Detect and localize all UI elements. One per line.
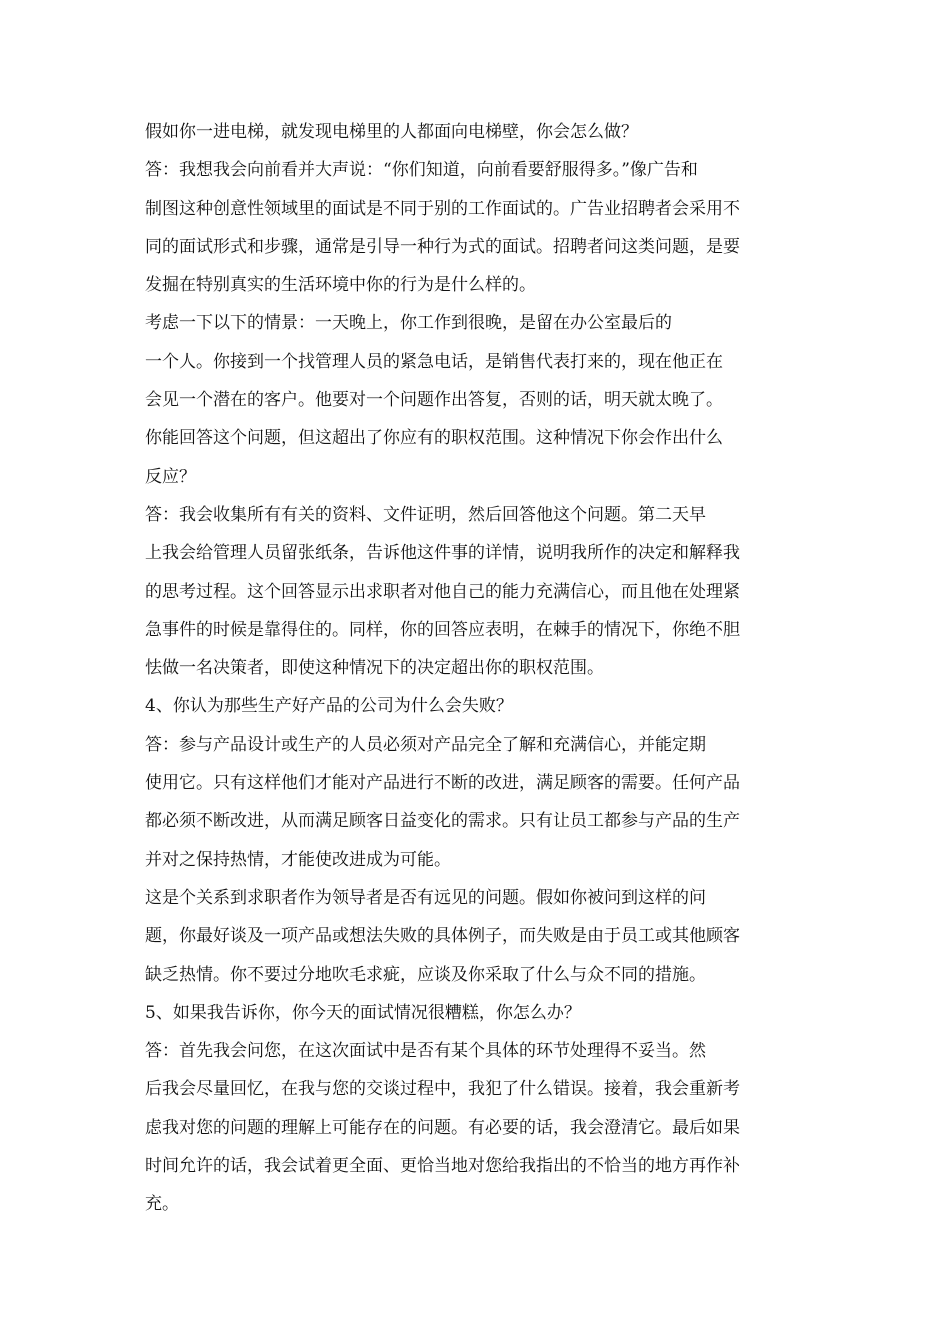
text-line: 你能回答这个问题，但这超出了你应有的职权范围。这种情况下你会作出什么: [145, 428, 723, 449]
text-line: 假如你一进电梯，就发现电梯里的人都面向电梯壁，你会怎么做？: [145, 122, 638, 142]
text-line: 答：参与产品设计或生产的人员必须对产品完全了解和充满信心，并能定期: [145, 734, 706, 755]
text-line: 并对之保持热情，才能使改进成为可能。: [145, 849, 451, 870]
document-page: [145, 113, 815, 1224]
text-line: 一个人。你接到一个找管理人员的紧急电话，是销售代表打来的，现在他正在: [145, 351, 723, 372]
text-line: 会见一个潜在的客户。他要对一个问题作出答复，否则的话，明天就太晚了。: [145, 390, 723, 411]
text-line: 制图这种创意性领域里的面试是不同于别的工作面试的。广告业招聘者会采用不: [145, 198, 740, 219]
text-line: 急事件的时候是靠得住的。同样，你的回答应表明，在棘手的情况下，你绝不胆: [145, 619, 740, 640]
text-line: 充。: [145, 1194, 179, 1215]
text-line: 答：首先我会问您，在这次面试中是否有某个具体的环节处理得不妥当。然: [145, 1041, 706, 1062]
text-line: 这是个关系到求职者作为领导者是否有远见的问题。假如你被问到这样的问: [145, 887, 706, 908]
text-line: 后我会尽量回忆，在我与您的交谈过程中，我犯了什么错误。接着，我会重新考: [145, 1079, 740, 1100]
text-line: 的思考过程。这个回答显示出求职者对他自己的能力充满信心，而且他在处理紧: [145, 581, 740, 602]
text-line: 题，你最好谈及一项产品或想法失败的具体例子，而失败是由于员工或其他顾客: [145, 926, 740, 947]
text-line: 考虑一下以下的情景：一天晚上，你工作到很晚，是留在办公室最后的: [145, 313, 672, 334]
text-line: 缺乏热情。你不要过分地吹毛求疵，应谈及你采取了什么与众不同的措施。: [145, 964, 706, 985]
text-line: 同的面试形式和步骤，通常是引导一种行为式的面试。招聘者问这类问题，是要: [145, 236, 740, 257]
text-line: 都必须不断改进，从而满足顾客日益变化的需求。只有让员工都参与产品的生产: [145, 811, 740, 832]
text-line: 上我会给管理人员留张纸条，告诉他这件事的详情，说明我所作的决定和解释我: [145, 543, 740, 564]
text-line: 反应？: [145, 466, 196, 487]
text-line: 发掘在特别真实的生活环境中你的行为是什么样的。: [145, 275, 536, 296]
text-line: 答：我想我会向前看并大声说：“你们知道，向前看要舒服得多。”像广告和: [145, 160, 698, 181]
text-line: 答：我会收集所有有关的资料、文件证明，然后回答他这个问题。第二天早: [145, 504, 706, 525]
text-line: 使用它。只有这样他们才能对产品进行不断的改进，满足顾客的需要。任何产品: [145, 773, 740, 794]
text-line: 虑我对您的问题的理解上可能存在的问题。有必要的话，我会澄清它。最后如果: [145, 1117, 740, 1138]
text-line: 5、如果我告诉你，你今天的面试情况很糟糕，你怎么办？: [145, 1002, 581, 1023]
text-line: 时间允许的话，我会试着更全面、更恰当地对您给我指出的不恰当的地方再作补: [145, 1156, 740, 1177]
text-line: 怯做一名决策者，即使这种情况下的决定超出你的职权范围。: [145, 658, 604, 679]
text-line: 4、你认为那些生产好产品的公司为什么会失败？: [145, 696, 513, 717]
